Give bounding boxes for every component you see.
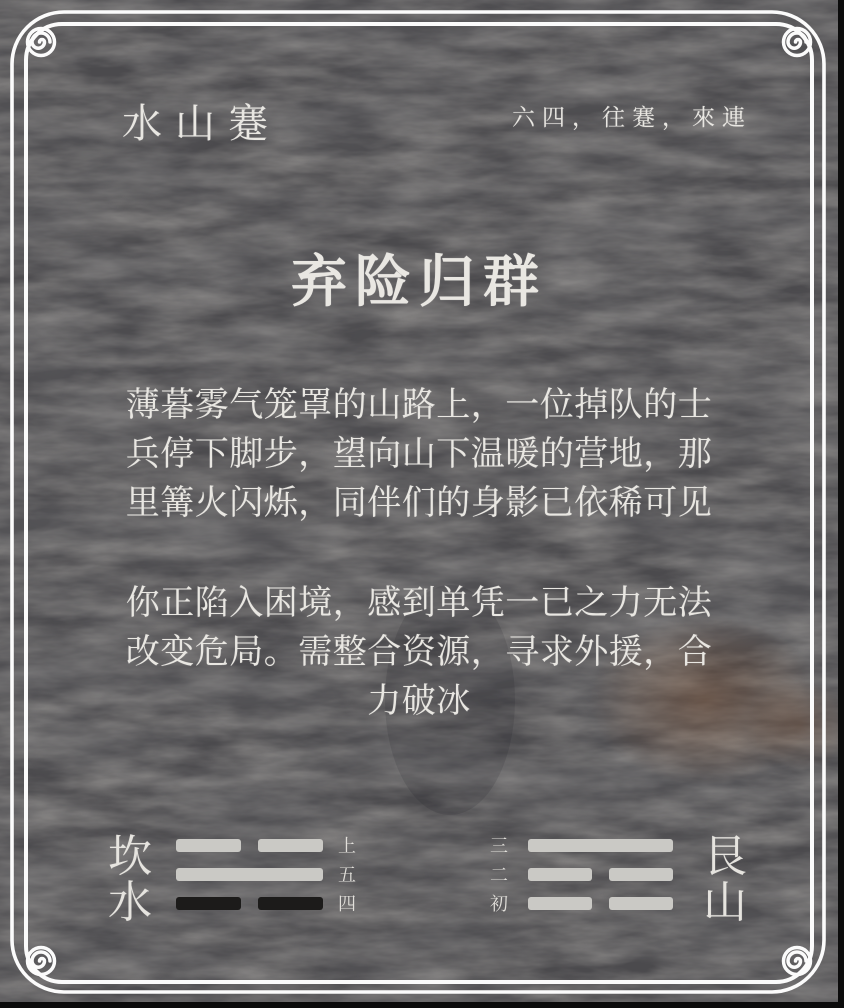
broken-line-segment	[528, 897, 592, 910]
trigram-name-char: 艮	[703, 832, 747, 881]
corner-knot-ornament	[784, 948, 811, 975]
trigram-name-char: 坎	[108, 832, 152, 881]
broken-line-segment	[258, 897, 323, 910]
lower-trigram-lines	[528, 839, 673, 926]
line-position-label: 五	[338, 865, 356, 885]
line-position-label: 初	[490, 894, 508, 914]
broken-line-segment	[528, 868, 592, 881]
hexagram-line-broken	[176, 839, 323, 852]
scene-paragraph	[0, 381, 838, 528]
hexagram-line-solid	[176, 868, 323, 881]
corner-knot-ornament	[784, 29, 811, 56]
upper-trigram-name	[103, 834, 157, 926]
upper-trigram-lines	[176, 839, 323, 926]
hexagram-line-solid	[528, 839, 673, 852]
hexagram-line-broken-changing	[176, 897, 323, 910]
broken-line-segment	[609, 897, 673, 910]
hexagram-line-quote: 六四，往蹇，來連	[512, 105, 752, 130]
upper-line-position-labels	[334, 832, 360, 919]
broken-line-segment	[176, 839, 241, 852]
text-line: 你正陷入困境，感到单凭一已之力无法	[125, 585, 713, 622]
broken-line-segment	[609, 868, 673, 881]
line-position-label: 上	[338, 836, 356, 856]
text-line: 里篝火闪烁，同伴们的身影已依稀可见	[125, 485, 713, 522]
broken-line-segment	[176, 897, 241, 910]
text-line: 力破冰	[367, 683, 471, 720]
reading-title: 弃险归群	[291, 252, 547, 314]
hexagram-name: 水山蹇	[122, 101, 281, 146]
lower-trigram-name	[698, 834, 752, 926]
trigram-name-char: 山	[703, 878, 747, 927]
text-line: 兵停下脚步，望向山下温暖的营地，那	[125, 436, 713, 473]
broken-line-segment	[258, 839, 323, 852]
text-line: 改变危局。需整合资源，寻求外援，合	[125, 634, 713, 671]
corner-knot-ornament	[28, 29, 55, 56]
hexagram-line-broken	[528, 868, 673, 881]
advice-paragraph	[0, 579, 838, 726]
lower-line-position-labels	[486, 832, 512, 919]
hexagram-line-broken	[528, 897, 673, 910]
line-position-label: 二	[490, 865, 508, 885]
corner-knot-ornament	[28, 948, 55, 975]
line-position-label: 三	[490, 836, 508, 856]
trigram-name-char: 水	[108, 878, 152, 927]
text-line: 薄暮雾气笼罩的山路上，一位掉队的士	[125, 387, 713, 424]
line-position-label: 四	[338, 894, 356, 914]
